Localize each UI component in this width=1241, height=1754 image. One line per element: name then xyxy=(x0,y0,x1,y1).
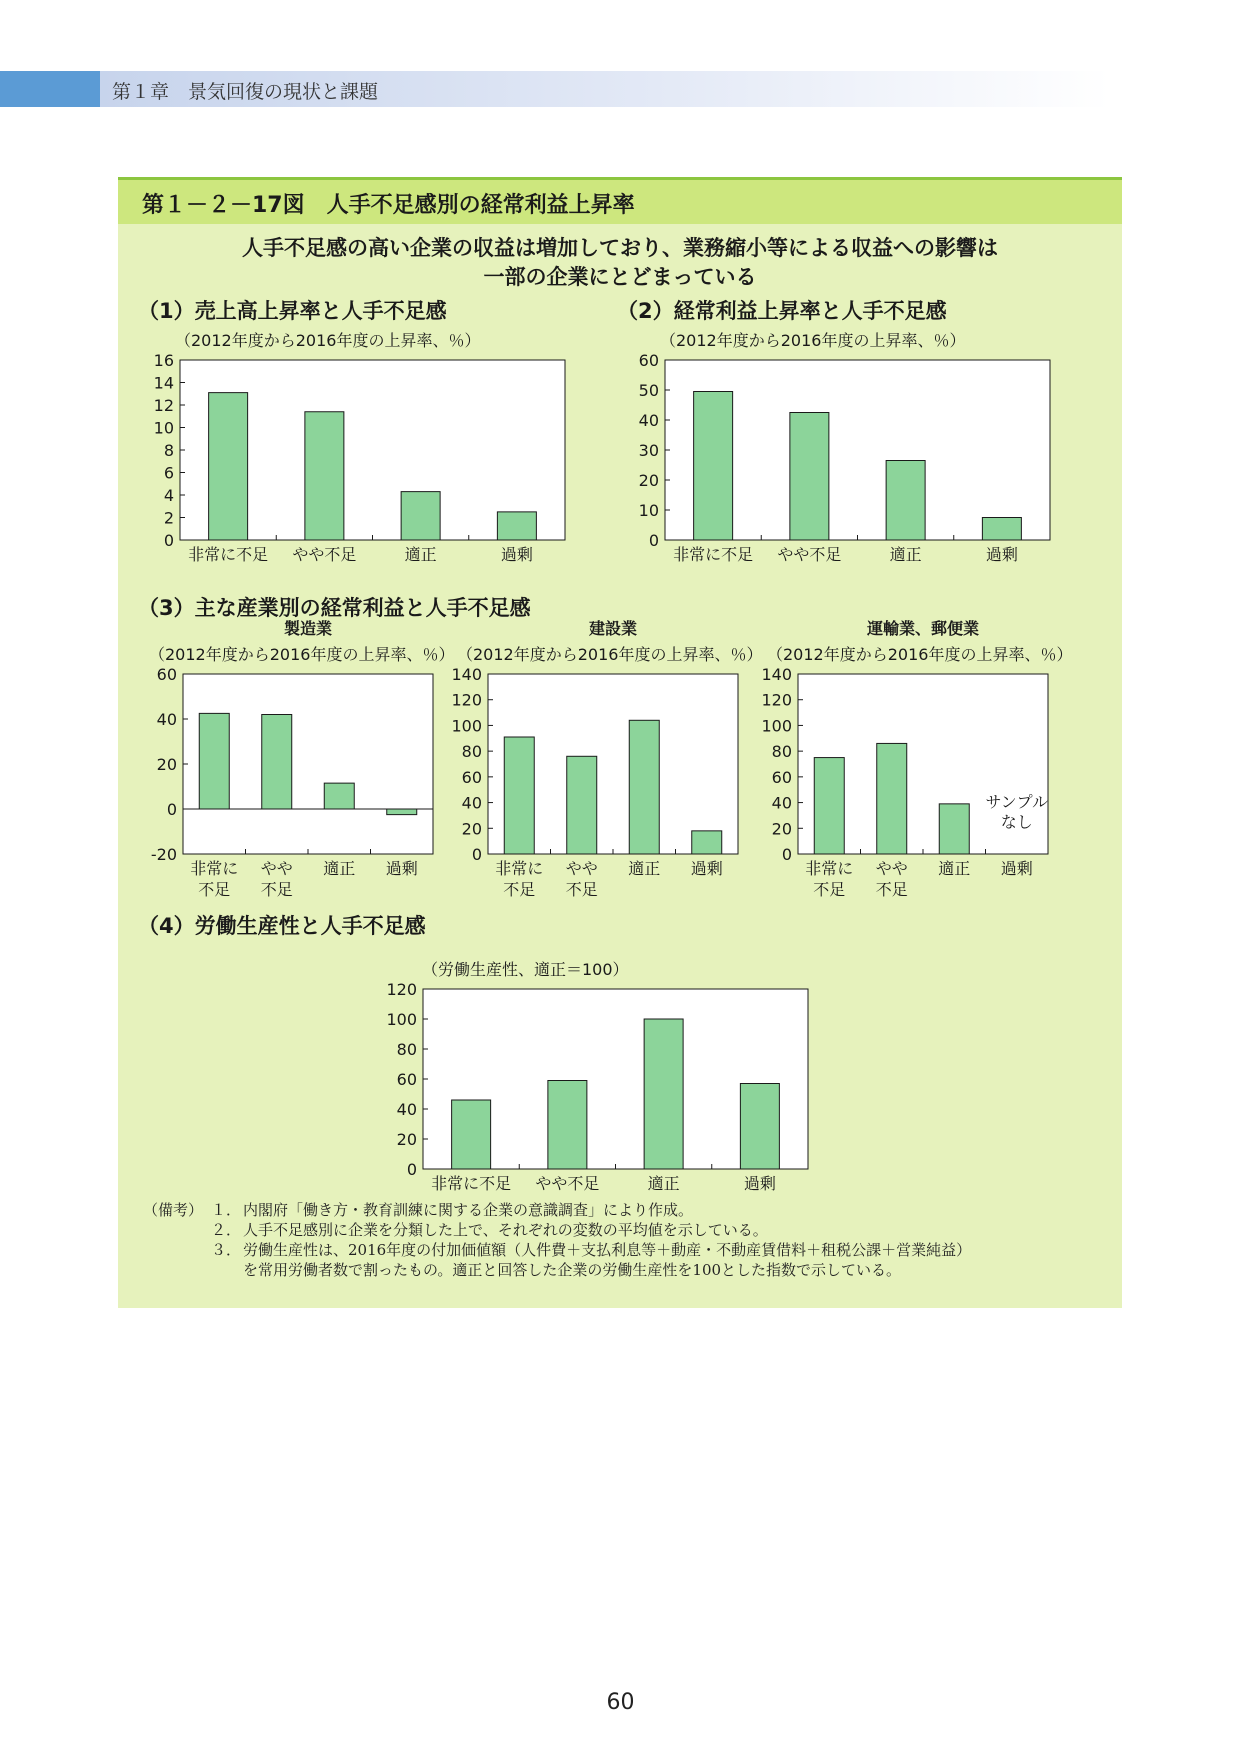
section-4-title: （4）労働生産性と人手不足感 xyxy=(138,914,426,938)
chapter-title: 第１章 景気回復の現状と課題 xyxy=(112,81,379,103)
y-tick-label: 4 xyxy=(163,486,174,505)
y-tick-label: 50 xyxy=(638,381,659,400)
industry-label: 建設業 xyxy=(588,619,638,638)
bar xyxy=(497,512,536,540)
category-label: やや xyxy=(875,859,908,878)
bar xyxy=(452,1100,491,1169)
category-label: 非常に不足 xyxy=(431,1174,512,1193)
category-label: 適正 xyxy=(889,545,922,564)
note-text: 労働生産性は、2016年度の付加価値額（人件費＋支払利息等＋動産・不動産賃借料＋租税公課＋営業純益） xyxy=(243,1241,972,1259)
y-tick-label: 0 xyxy=(163,531,174,550)
bar xyxy=(401,492,440,540)
category-label: 非常に xyxy=(190,859,239,878)
unit-note: （2012年度から2016年度の上昇率、％） xyxy=(767,645,1073,664)
y-tick-label: 60 xyxy=(396,1070,417,1089)
category-label: 過剰 xyxy=(1000,859,1033,878)
y-tick-label: 12 xyxy=(153,396,174,415)
unit-note: （2012年度から2016年度の上昇率、％） xyxy=(457,645,763,664)
bar xyxy=(982,518,1021,541)
y-tick-label: 60 xyxy=(461,767,482,787)
category-label: 過剰 xyxy=(690,859,723,878)
category-label: 不足 xyxy=(565,880,598,899)
bar xyxy=(209,393,248,540)
note-text: 人手不足感別に企業を分類した上で、それぞれの変数の平均値を示している。 xyxy=(243,1221,768,1239)
note-row-1 xyxy=(143,1200,1103,1220)
y-tick-label: 120 xyxy=(761,690,792,710)
y-tick-label: 100 xyxy=(386,1010,417,1029)
category-label: 過剰 xyxy=(385,859,418,878)
bar xyxy=(387,809,417,815)
y-tick-label: 20 xyxy=(461,819,482,839)
y-tick-label: 140 xyxy=(451,665,482,684)
y-tick-label: 14 xyxy=(153,373,174,393)
y-tick-label: 2 xyxy=(163,508,174,528)
y-tick-label: 40 xyxy=(771,793,792,813)
y-tick-label: 40 xyxy=(156,710,177,729)
y-tick-label: 60 xyxy=(638,351,659,370)
y-tick-label: 10 xyxy=(638,501,659,520)
chart-manufacturing xyxy=(135,619,455,912)
unit-note: （労働生産性、適正＝100） xyxy=(422,960,629,979)
bar xyxy=(814,758,844,854)
category-label: やや xyxy=(565,859,598,878)
category-label: 適正 xyxy=(404,545,437,564)
y-tick-label: 40 xyxy=(461,793,482,813)
chart-construction xyxy=(440,619,763,912)
y-tick-label: 80 xyxy=(771,742,792,762)
category-label: 非常に不足 xyxy=(673,545,754,564)
section-2-title: （2）経常利益上昇率と人手不足感 xyxy=(617,299,947,323)
chart-profit-growth xyxy=(620,326,1060,571)
missing-sample-label: なし xyxy=(1000,812,1033,832)
industry-label: 運輸業、郵便業 xyxy=(866,619,980,638)
y-tick-label: 120 xyxy=(451,690,482,710)
bar xyxy=(694,392,733,541)
category-label: 過剰 xyxy=(985,545,1018,564)
note-number: ３． xyxy=(211,1241,242,1259)
y-tick-label: 40 xyxy=(638,411,659,430)
notes xyxy=(143,1200,1103,1280)
bar xyxy=(548,1081,587,1170)
y-tick-label: 140 xyxy=(761,665,792,684)
notes-label: （備考） xyxy=(143,1201,204,1219)
bar xyxy=(324,783,354,809)
category-label: 不足 xyxy=(813,880,846,899)
note-text: 内閣府「働き方・教育訓練に関する企業の意識調査」により作成。 xyxy=(243,1201,694,1219)
bar xyxy=(629,720,659,854)
note-number: １． xyxy=(211,1201,242,1219)
y-tick-label: 6 xyxy=(163,463,174,483)
category-label: 不足 xyxy=(260,880,293,899)
unit-note: （2012年度から2016年度の上昇率、％） xyxy=(175,331,481,350)
category-label: やや不足 xyxy=(777,545,842,564)
chart-sales-growth xyxy=(135,326,575,571)
y-tick-label: 0 xyxy=(648,531,659,550)
y-tick-label: 0 xyxy=(406,1160,417,1179)
category-label: 適正 xyxy=(938,859,971,878)
y-tick-label: 120 xyxy=(386,980,417,999)
figure-title-bar xyxy=(118,177,1122,224)
unit-note: （2012年度から2016年度の上昇率、％） xyxy=(149,645,455,664)
category-label: 非常に xyxy=(495,859,544,878)
industry-label: 製造業 xyxy=(283,619,333,638)
bar xyxy=(567,756,597,854)
y-tick-label: 30 xyxy=(638,441,659,460)
y-tick-label: 40 xyxy=(396,1100,417,1119)
y-tick-label: 0 xyxy=(166,800,177,819)
category-label: 適正 xyxy=(647,1174,680,1193)
section-1-title: （1）売上高上昇率と人手不足感 xyxy=(138,299,447,323)
bar xyxy=(886,461,925,541)
lead-line-1: 人手不足感の高い企業の収益は増加しており、業務縮小等による収益への影響は xyxy=(242,236,998,260)
category-label: やや xyxy=(260,859,293,878)
chart-transport-postal xyxy=(750,619,1073,912)
bar xyxy=(939,804,969,854)
page-number: 60 xyxy=(606,1690,635,1715)
note-number: ２． xyxy=(211,1221,242,1239)
y-tick-label: 20 xyxy=(771,819,792,839)
bar xyxy=(740,1084,779,1170)
bar xyxy=(877,743,907,854)
category-label: 適正 xyxy=(628,859,661,878)
y-tick-label: 0 xyxy=(471,845,482,864)
category-label: やや不足 xyxy=(535,1174,600,1193)
category-label: 不足 xyxy=(503,880,536,899)
missing-sample-label: サンプル xyxy=(985,792,1049,812)
chart-labor-productivity xyxy=(370,945,810,1193)
category-label: 非常に xyxy=(805,859,854,878)
bar xyxy=(644,1019,683,1169)
note-row-2 xyxy=(143,1220,1103,1240)
section-3-title: （3）主な産業別の経常利益と人手不足感 xyxy=(138,596,531,620)
bar xyxy=(262,715,292,810)
y-tick-label: 20 xyxy=(156,755,177,774)
bar xyxy=(305,412,344,540)
category-label: 不足 xyxy=(875,880,908,899)
y-tick-label: 100 xyxy=(451,716,482,736)
y-tick-label: 10 xyxy=(153,418,174,438)
y-tick-label: -20 xyxy=(150,845,177,864)
y-tick-label: 60 xyxy=(771,767,792,787)
category-label: 過剰 xyxy=(743,1174,776,1193)
note-row-3 xyxy=(143,1240,1103,1260)
figure-title: 第１－２－17図 人手不足感別の経常利益上昇率 xyxy=(142,193,635,218)
bar xyxy=(790,413,829,541)
y-tick-label: 80 xyxy=(396,1040,417,1059)
category-label: 適正 xyxy=(323,859,356,878)
note-text: を常用労働者数で割ったもの。適正と回答した企業の労働生産性を100とした指数で示している。 xyxy=(243,1261,902,1279)
y-tick-label: 20 xyxy=(638,471,659,490)
category-label: 非常に不足 xyxy=(188,545,269,564)
y-tick-label: 0 xyxy=(781,845,792,864)
note-row-3-cont xyxy=(143,1260,1103,1280)
bar xyxy=(504,737,534,854)
y-tick-label: 80 xyxy=(461,742,482,762)
header-accent xyxy=(0,71,100,107)
y-tick-label: 16 xyxy=(153,351,174,370)
bar xyxy=(692,831,722,854)
y-tick-label: 20 xyxy=(396,1130,417,1149)
lead-line-2: 一部の企業にとどまっている xyxy=(483,265,757,289)
category-label: やや不足 xyxy=(292,545,357,564)
y-tick-label: 60 xyxy=(156,665,177,684)
unit-note: （2012年度から2016年度の上昇率、％） xyxy=(660,331,966,350)
y-tick-label: 100 xyxy=(761,716,792,736)
category-label: 不足 xyxy=(198,880,231,899)
bar xyxy=(199,713,229,809)
category-label: 過剰 xyxy=(500,545,533,564)
y-tick-label: 8 xyxy=(163,441,174,460)
